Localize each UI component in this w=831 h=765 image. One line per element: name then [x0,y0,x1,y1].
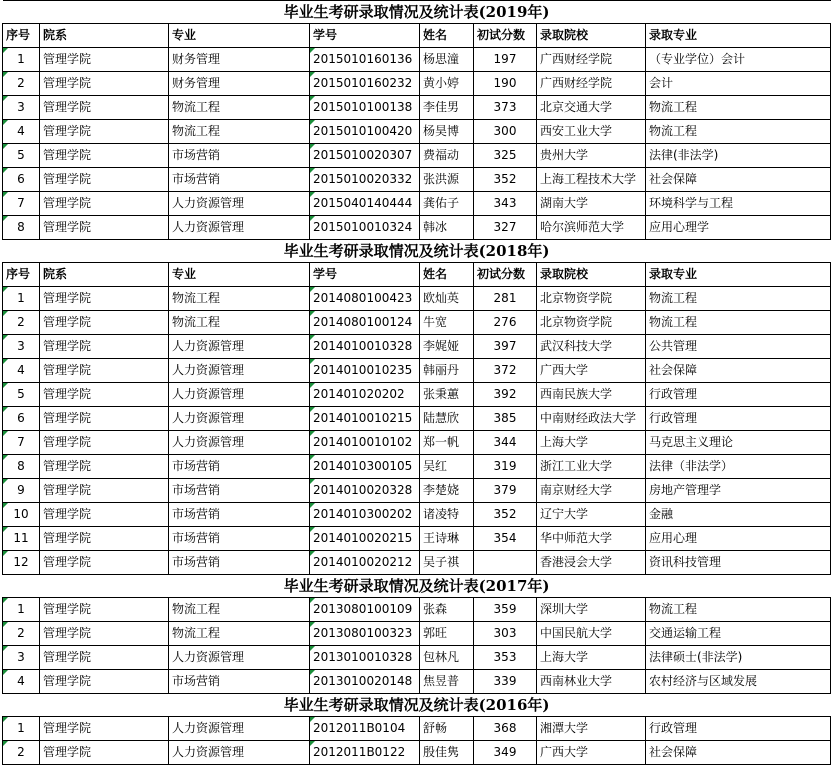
name-cell[interactable]: 杨思潼 [420,48,474,72]
major-cell[interactable]: 人力资源管理 [169,741,310,765]
school-cell[interactable]: 北京交通大学 [537,96,646,120]
score-cell[interactable]: 300 [474,120,537,144]
department-cell[interactable]: 管理学院 [40,96,169,120]
column-header: 录取院校 [537,263,646,287]
table-row [3,72,831,96]
index-cell[interactable]: 5 [3,383,40,407]
school-cell[interactable]: 上海大学 [537,431,646,455]
school-cell[interactable]: 深圳大学 [537,598,646,622]
major-cell[interactable]: 物流工程 [169,622,310,646]
index-cell[interactable]: 6 [3,168,40,192]
department-cell[interactable]: 管理学院 [40,383,169,407]
index-cell[interactable]: 8 [3,216,40,240]
score-cell[interactable] [474,551,537,575]
student-id-cell[interactable]: 2014010020328 [310,479,420,503]
program-cell[interactable]: 农村经济与区域发展 [646,670,831,694]
department-cell[interactable]: 管理学院 [40,168,169,192]
program-cell[interactable]: 马克思主义理论 [646,431,831,455]
school-cell[interactable]: 贵州大学 [537,144,646,168]
name-cell[interactable]: 焦昱普 [420,670,474,694]
program-cell[interactable]: 社会保障 [646,741,831,765]
index-cell[interactable]: 2 [3,311,40,335]
department-cell[interactable]: 管理学院 [40,598,169,622]
student-id-cell[interactable]: 2014080100124 [310,311,420,335]
major-cell[interactable]: 市场营销 [169,479,310,503]
table-row [3,670,831,694]
student-id-cell[interactable]: 2013080100109 [310,598,420,622]
department-cell[interactable]: 管理学院 [40,551,169,575]
index-cell[interactable]: 2 [3,72,40,96]
department-cell[interactable]: 管理学院 [40,216,169,240]
index-cell[interactable]: 3 [3,646,40,670]
column-header: 初试分数 [474,263,537,287]
major-cell[interactable]: 市场营销 [169,527,310,551]
program-cell[interactable]: 物流工程 [646,287,831,311]
table-row [3,120,831,144]
table-row [3,741,831,765]
department-cell[interactable]: 管理学院 [40,527,169,551]
program-cell[interactable]: 物流工程 [646,96,831,120]
major-cell[interactable]: 人力资源管理 [169,431,310,455]
table-row [3,503,831,527]
name-cell[interactable]: 李佳男 [420,96,474,120]
name-cell[interactable]: 舒畅 [420,717,474,741]
major-cell[interactable]: 财务管理 [169,72,310,96]
major-cell[interactable]: 物流工程 [169,96,310,120]
program-cell[interactable]: 行政管理 [646,717,831,741]
name-cell[interactable]: 王诗琳 [420,527,474,551]
table-row [3,144,831,168]
program-cell[interactable]: 行政管理 [646,407,831,431]
student-id-cell[interactable]: 2015010100138 [310,96,420,120]
student-id-cell[interactable]: 2014010010102 [310,431,420,455]
name-cell[interactable]: 杨昊博 [420,120,474,144]
column-header-row [3,263,831,287]
school-cell[interactable]: 中南财经政法大学 [537,407,646,431]
column-header: 院系 [40,24,169,48]
major-cell[interactable]: 人力资源管理 [169,335,310,359]
major-cell[interactable]: 物流工程 [169,311,310,335]
score-cell[interactable]: 385 [474,407,537,431]
score-cell[interactable]: 353 [474,646,537,670]
table-row [3,598,831,622]
program-cell[interactable]: 社会保障 [646,359,831,383]
student-id-cell[interactable]: 2013010020148 [310,670,420,694]
department-cell[interactable]: 管理学院 [40,120,169,144]
department-cell[interactable]: 管理学院 [40,287,169,311]
index-cell[interactable]: 12 [3,551,40,575]
student-id-cell[interactable]: 2014010300105 [310,455,420,479]
score-cell[interactable]: 344 [474,431,537,455]
score-cell[interactable]: 373 [474,96,537,120]
school-cell[interactable]: 西安工业大学 [537,120,646,144]
index-cell[interactable]: 3 [3,96,40,120]
table-row [3,431,831,455]
student-id-cell[interactable]: 2014010020212 [310,551,420,575]
department-cell[interactable]: 管理学院 [40,741,169,765]
section-title: 毕业生考研录取情况及统计表(2017年) [3,575,831,598]
name-cell[interactable]: 黄小婷 [420,72,474,96]
table-row [3,646,831,670]
program-cell[interactable]: 物流工程 [646,120,831,144]
school-cell[interactable]: 北京物资学院 [537,311,646,335]
index-cell[interactable]: 2 [3,741,40,765]
name-cell[interactable]: 郭旺 [420,622,474,646]
school-cell[interactable]: 西南民族大学 [537,383,646,407]
column-header: 学号 [310,24,420,48]
program-cell[interactable]: 法律(非法学) [646,144,831,168]
table-row [3,96,831,120]
table-row [3,455,831,479]
student-id-cell[interactable]: 2014010020215 [310,527,420,551]
school-cell[interactable]: 湖南大学 [537,192,646,216]
score-cell[interactable]: 343 [474,192,537,216]
score-cell[interactable]: 359 [474,598,537,622]
major-cell[interactable]: 市场营销 [169,455,310,479]
column-header-row [3,24,831,48]
table-row [3,192,831,216]
name-cell[interactable]: 吴红 [420,455,474,479]
section-title-row [3,694,831,717]
name-cell[interactable]: 殷佳隽 [420,741,474,765]
score-cell[interactable]: 319 [474,455,537,479]
name-cell[interactable]: 韩冰 [420,216,474,240]
index-cell[interactable]: 7 [3,431,40,455]
program-cell[interactable]: 行政管理 [646,383,831,407]
score-cell[interactable]: 397 [474,335,537,359]
section-title-row [3,240,831,263]
school-cell[interactable]: 西南林业大学 [537,670,646,694]
department-cell[interactable]: 管理学院 [40,311,169,335]
school-cell[interactable]: 辽宁大学 [537,503,646,527]
section-title-row [3,575,831,598]
school-cell[interactable]: 广西财经学院 [537,72,646,96]
table-row [3,407,831,431]
student-id-cell[interactable]: 2015040140444 [310,192,420,216]
major-cell[interactable]: 财务管理 [169,48,310,72]
program-cell[interactable]: 物流工程 [646,598,831,622]
index-cell[interactable]: 1 [3,598,40,622]
department-cell[interactable]: 管理学院 [40,503,169,527]
column-header: 录取专业 [646,24,831,48]
program-cell[interactable]: 社会保障 [646,168,831,192]
school-cell[interactable]: 武汉科技大学 [537,335,646,359]
name-cell[interactable]: 吴子祺 [420,551,474,575]
column-header: 序号 [3,263,40,287]
name-cell[interactable]: 陆慧欣 [420,407,474,431]
table-row [3,622,831,646]
program-cell[interactable]: 房地产管理学 [646,479,831,503]
score-cell[interactable]: 327 [474,216,537,240]
student-id-cell[interactable]: 2013080100323 [310,622,420,646]
section-title: 毕业生考研录取情况及统计表(2019年) [3,1,831,24]
department-cell[interactable]: 管理学院 [40,455,169,479]
table-row [3,168,831,192]
major-cell[interactable]: 市场营销 [169,551,310,575]
program-cell[interactable]: 公共管理 [646,335,831,359]
column-header: 专业 [169,263,310,287]
column-header: 初试分数 [474,24,537,48]
department-cell[interactable]: 管理学院 [40,431,169,455]
table-row [3,311,831,335]
major-cell[interactable]: 人力资源管理 [169,383,310,407]
department-cell[interactable]: 管理学院 [40,670,169,694]
index-cell[interactable]: 8 [3,455,40,479]
name-cell[interactable]: 龚佑子 [420,192,474,216]
department-cell[interactable]: 管理学院 [40,407,169,431]
table-row [3,717,831,741]
column-header: 专业 [169,24,310,48]
index-cell[interactable]: 10 [3,503,40,527]
name-cell[interactable]: 郑一帆 [420,431,474,455]
student-id-cell[interactable]: 2014010010235 [310,359,420,383]
student-id-cell[interactable]: 2015010100420 [310,120,420,144]
name-cell[interactable]: 牛宽 [420,311,474,335]
program-cell[interactable]: 应用心理学 [646,216,831,240]
table-row [3,479,831,503]
school-cell[interactable]: 北京物资学院 [537,287,646,311]
index-cell[interactable]: 1 [3,48,40,72]
score-cell[interactable]: 339 [474,670,537,694]
index-cell[interactable]: 5 [3,144,40,168]
score-cell[interactable]: 354 [474,527,537,551]
student-id-cell[interactable]: 2012011B0104 [310,717,420,741]
table-row [3,216,831,240]
score-cell[interactable]: 325 [474,144,537,168]
school-cell[interactable]: 南京财经大学 [537,479,646,503]
department-cell[interactable]: 管理学院 [40,335,169,359]
program-cell[interactable]: 法律硕士(非法学) [646,646,831,670]
student-id-cell[interactable]: 2015010160232 [310,72,420,96]
index-cell[interactable]: 4 [3,359,40,383]
program-cell[interactable]: 交通运输工程 [646,622,831,646]
score-cell[interactable]: 352 [474,168,537,192]
table-row [3,383,831,407]
student-id-cell[interactable]: 2015010020332 [310,168,420,192]
program-cell[interactable]: 金融 [646,503,831,527]
index-cell[interactable]: 4 [3,670,40,694]
table-row [3,527,831,551]
school-cell[interactable]: 湘潭大学 [537,717,646,741]
student-id-cell[interactable]: 2014010010215 [310,407,420,431]
student-id-cell[interactable]: 201401020202 [310,383,420,407]
department-cell[interactable]: 管理学院 [40,48,169,72]
major-cell[interactable]: 人力资源管理 [169,192,310,216]
department-cell[interactable]: 管理学院 [40,717,169,741]
school-cell[interactable]: 中国民航大学 [537,622,646,646]
table-row [3,359,831,383]
program-cell[interactable]: 资讯科技管理 [646,551,831,575]
score-cell[interactable]: 281 [474,287,537,311]
score-cell[interactable]: 392 [474,383,537,407]
index-cell[interactable]: 2 [3,622,40,646]
student-id-cell[interactable]: 2014010300202 [310,503,420,527]
student-id-cell[interactable]: 2013010010328 [310,646,420,670]
major-cell[interactable]: 人力资源管理 [169,407,310,431]
department-cell[interactable]: 管理学院 [40,72,169,96]
student-id-cell[interactable]: 2015010020307 [310,144,420,168]
column-header: 序号 [3,24,40,48]
score-cell[interactable]: 372 [474,359,537,383]
major-cell[interactable]: 人力资源管理 [169,646,310,670]
section-title: 毕业生考研录取情况及统计表(2018年) [3,240,831,263]
name-cell[interactable]: 诸凌特 [420,503,474,527]
column-header: 院系 [40,263,169,287]
department-cell[interactable]: 管理学院 [40,646,169,670]
index-cell[interactable]: 9 [3,479,40,503]
column-header: 录取院校 [537,24,646,48]
major-cell[interactable]: 市场营销 [169,168,310,192]
index-cell[interactable]: 1 [3,717,40,741]
major-cell[interactable]: 物流工程 [169,598,310,622]
column-header: 录取专业 [646,263,831,287]
major-cell[interactable]: 市场营销 [169,670,310,694]
major-cell[interactable]: 市场营销 [169,144,310,168]
score-cell[interactable]: 352 [474,503,537,527]
student-id-cell[interactable]: 2014080100423 [310,287,420,311]
table-row [3,287,831,311]
section-title: 毕业生考研录取情况及统计表(2016年) [3,694,831,717]
school-cell[interactable]: 广西大学 [537,741,646,765]
school-cell[interactable]: 广西大学 [537,359,646,383]
school-cell[interactable]: 广西财经学院 [537,48,646,72]
score-cell[interactable]: 379 [474,479,537,503]
program-cell[interactable]: 会计 [646,72,831,96]
admission-statistics-table [2,0,831,765]
program-cell[interactable]: 物流工程 [646,311,831,335]
index-cell[interactable]: 3 [3,335,40,359]
program-cell[interactable]: 环境科学与工程 [646,192,831,216]
score-cell[interactable]: 276 [474,311,537,335]
department-cell[interactable]: 管理学院 [40,144,169,168]
index-cell[interactable]: 1 [3,287,40,311]
major-cell[interactable]: 市场营销 [169,503,310,527]
department-cell[interactable]: 管理学院 [40,192,169,216]
index-cell[interactable]: 7 [3,192,40,216]
student-id-cell[interactable]: 2014010010328 [310,335,420,359]
name-cell[interactable]: 欧灿英 [420,287,474,311]
table-row [3,48,831,72]
score-cell[interactable]: 368 [474,717,537,741]
program-cell[interactable]: （专业学位）会计 [646,48,831,72]
major-cell[interactable]: 人力资源管理 [169,717,310,741]
column-header: 学号 [310,263,420,287]
major-cell[interactable]: 人力资源管理 [169,359,310,383]
name-cell[interactable]: 费福动 [420,144,474,168]
score-cell[interactable]: 349 [474,741,537,765]
department-cell[interactable]: 管理学院 [40,479,169,503]
major-cell[interactable]: 人力资源管理 [169,216,310,240]
table-row [3,335,831,359]
major-cell[interactable]: 物流工程 [169,287,310,311]
student-id-cell[interactable]: 2015010010324 [310,216,420,240]
school-cell[interactable]: 浙江工业大学 [537,455,646,479]
score-cell[interactable]: 303 [474,622,537,646]
school-cell[interactable]: 上海工程技术大学 [537,168,646,192]
column-header: 姓名 [420,24,474,48]
student-id-cell[interactable]: 2012011B0122 [310,741,420,765]
school-cell[interactable]: 上海大学 [537,646,646,670]
name-cell[interactable]: 李楚娆 [420,479,474,503]
section-title-row [3,1,831,24]
student-id-cell[interactable]: 2015010160136 [310,48,420,72]
program-cell[interactable]: 法律（非法学） [646,455,831,479]
score-cell[interactable]: 190 [474,72,537,96]
column-header: 姓名 [420,263,474,287]
name-cell[interactable]: 张秉蕙 [420,383,474,407]
major-cell[interactable]: 物流工程 [169,120,310,144]
table-row [3,551,831,575]
index-cell[interactable]: 6 [3,407,40,431]
school-cell[interactable]: 香港浸会大学 [537,551,646,575]
name-cell[interactable]: 张洪源 [420,168,474,192]
department-cell[interactable]: 管理学院 [40,622,169,646]
name-cell[interactable]: 李娓娅 [420,335,474,359]
department-cell[interactable]: 管理学院 [40,359,169,383]
name-cell[interactable]: 韩丽丹 [420,359,474,383]
program-cell[interactable]: 应用心理 [646,527,831,551]
school-cell[interactable]: 华中师范大学 [537,527,646,551]
score-cell[interactable]: 197 [474,48,537,72]
name-cell[interactable]: 包林凡 [420,646,474,670]
school-cell[interactable]: 哈尔滨师范大学 [537,216,646,240]
index-cell[interactable]: 4 [3,120,40,144]
index-cell[interactable]: 11 [3,527,40,551]
name-cell[interactable]: 张森 [420,598,474,622]
